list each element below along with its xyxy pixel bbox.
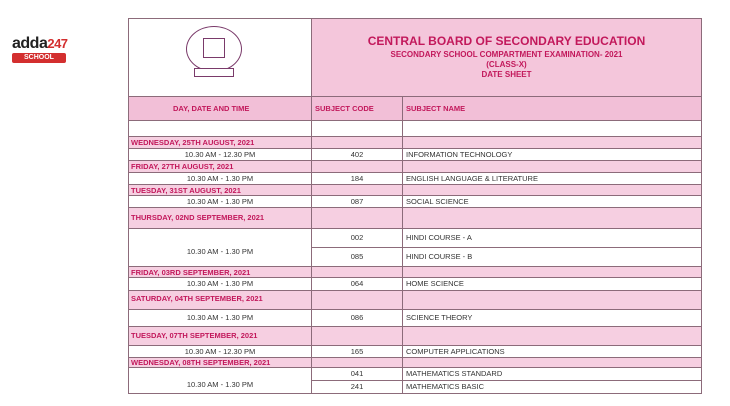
date-sheet-label: DATE SHEET xyxy=(481,70,532,79)
subject-name: SOCIAL SCIENCE xyxy=(406,197,469,206)
table-row xyxy=(129,149,701,161)
exam-time: 10.30 AM - 1.30 PM xyxy=(186,380,254,389)
day-label: SATURDAY, 04TH SEPTEMBER, 2021 xyxy=(131,294,263,303)
table-row xyxy=(129,278,701,291)
day-row xyxy=(129,327,701,346)
day-label: FRIDAY, 27TH AUGUST, 2021 xyxy=(131,162,234,171)
day-label: FRIDAY, 03RD SEPTEMBER, 2021 xyxy=(131,268,251,277)
table-header xyxy=(129,97,701,121)
class-label: (CLASS-X) xyxy=(486,60,527,69)
header-code: SUBJECT CODE xyxy=(315,104,374,113)
time-cell xyxy=(129,368,311,393)
subject-name: COMPUTER APPLICATIONS xyxy=(406,347,505,356)
subject-name: MATHEMATICS BASIC xyxy=(406,382,485,391)
table-row xyxy=(312,381,701,393)
column-divider xyxy=(402,97,403,393)
subject-code: 064 xyxy=(350,279,364,288)
brand-badge: SCHOOL xyxy=(12,53,66,63)
day-label: WEDNESDAY, 25TH AUGUST, 2021 xyxy=(131,138,255,147)
date-sheet xyxy=(128,18,702,394)
exam-time: 10.30 AM - 12.30 PM xyxy=(184,347,256,356)
time-cell xyxy=(129,229,311,267)
brand-number: 247 xyxy=(47,36,68,51)
exam-time: 10.30 AM - 1.30 PM xyxy=(186,313,254,322)
exam-time: 10.30 AM - 12.30 PM xyxy=(184,150,256,159)
subject-code: 165 xyxy=(350,347,364,356)
day-label: TUESDAY, 31ST AUGUST, 2021 xyxy=(131,186,241,195)
table-row xyxy=(129,173,701,185)
board-title: CENTRAL BOARD OF SECONDARY EDUCATION xyxy=(367,34,646,48)
day-label: TUESDAY, 07TH SEPTEMBER, 2021 xyxy=(131,331,258,340)
header-day: DAY, DATE AND TIME xyxy=(173,104,250,113)
day-row xyxy=(129,137,701,149)
day-row xyxy=(129,185,701,196)
subject-name: INFORMATION TECHNOLOGY xyxy=(406,150,513,159)
day-row xyxy=(129,161,701,173)
brand-logo xyxy=(12,36,72,63)
table-row xyxy=(129,346,701,358)
subject-code: 041 xyxy=(350,369,364,378)
day-label: THURSDAY, 02ND SEPTEMBER, 2021 xyxy=(131,213,265,222)
table-row xyxy=(312,248,701,267)
subject-code: 184 xyxy=(350,174,364,183)
day-row xyxy=(129,291,701,310)
subject-code: 086 xyxy=(350,313,364,322)
brand-word: adda xyxy=(12,35,48,52)
day-row xyxy=(129,267,701,278)
exam-subtitle: SECONDARY SCHOOL COMPARTMENT EXAMINATION- 2021 xyxy=(390,50,623,59)
sheet-header xyxy=(129,19,701,96)
subject-code: 241 xyxy=(350,382,364,391)
exam-time: 10.30 AM - 1.30 PM xyxy=(186,197,254,206)
subject-name: HOME SCIENCE xyxy=(406,279,464,288)
column-divider xyxy=(311,97,312,393)
subject-code: 087 xyxy=(350,197,364,206)
subject-name: MATHEMATICS STANDARD xyxy=(406,369,503,378)
header-name: SUBJECT NAME xyxy=(406,104,466,113)
subject-name: SCIENCE THEORY xyxy=(406,313,473,322)
table-row xyxy=(312,368,701,381)
board-logo-cell xyxy=(129,19,312,97)
subject-name: HINDI COURSE - B xyxy=(406,252,473,261)
day-row xyxy=(129,208,701,229)
table-row xyxy=(129,121,701,137)
board-seal-icon xyxy=(186,26,242,72)
subject-code: 002 xyxy=(350,233,364,242)
table-row xyxy=(312,229,701,248)
day-row xyxy=(129,358,701,368)
subject-name: ENGLISH LANGUAGE & LITERATURE xyxy=(406,174,538,183)
subject-code: 402 xyxy=(350,150,364,159)
exam-time: 10.30 AM - 1.30 PM xyxy=(186,279,254,288)
exam-time: 10.30 AM - 1.30 PM xyxy=(186,247,254,256)
title-cell xyxy=(312,19,701,97)
subject-name: HINDI COURSE - A xyxy=(406,233,472,242)
day-label: WEDNESDAY, 08TH SEPTEMBER, 2021 xyxy=(131,358,271,367)
table-row xyxy=(129,196,701,208)
table-row xyxy=(129,310,701,327)
subject-code: 085 xyxy=(350,252,364,261)
exam-time: 10.30 AM - 1.30 PM xyxy=(186,174,254,183)
